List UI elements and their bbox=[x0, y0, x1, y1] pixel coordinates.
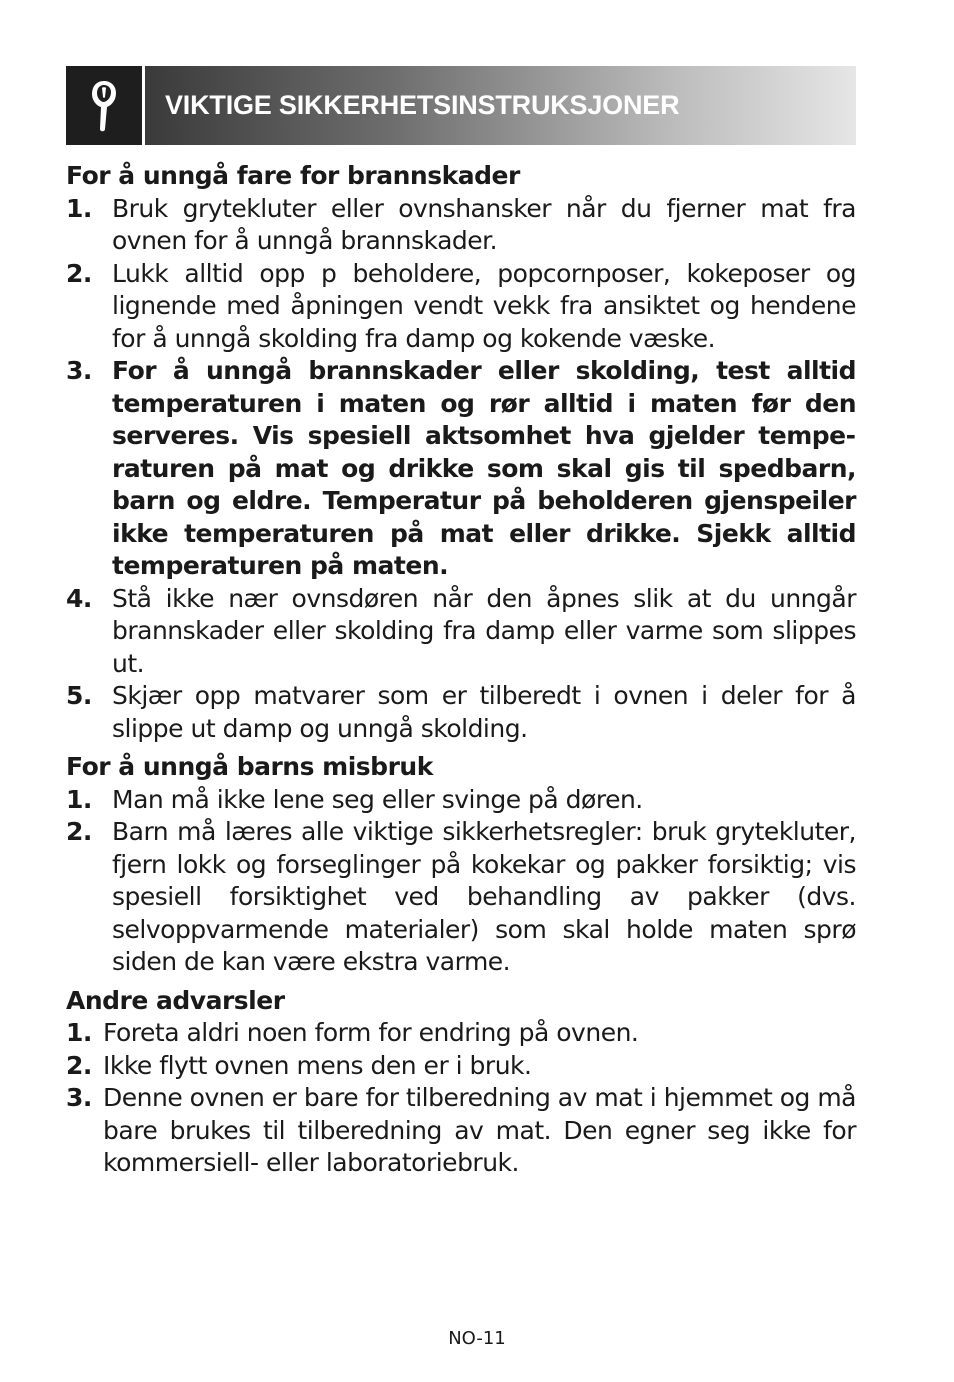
item-number: 2. bbox=[66, 817, 92, 846]
item-text: Skjær opp matvarer som er tilberedt i ovnen i deler for å slippe ut damp og unngå skolding. bbox=[112, 681, 856, 743]
item-number: 1. bbox=[66, 1018, 92, 1047]
instruction-list bbox=[66, 784, 856, 979]
section-title: For å unngå barns misbruk bbox=[66, 752, 433, 781]
section-header bbox=[66, 66, 856, 145]
item-text: Bruk grytekluter eller ovnshansker når du fjerner mat fra ovnen for å unngå brannskader. bbox=[112, 193, 856, 255]
section-child-misuse bbox=[66, 751, 856, 979]
item-text: Foreta aldri noen form for endring på ovnen. bbox=[103, 1018, 639, 1047]
document-body bbox=[66, 160, 856, 1186]
instruction-list bbox=[66, 1017, 856, 1180]
list-item bbox=[66, 193, 856, 258]
header-bar bbox=[145, 66, 856, 145]
instruction-list bbox=[66, 193, 856, 746]
item-number: 2. bbox=[66, 258, 92, 288]
list-item bbox=[66, 1082, 856, 1180]
page-number: NO-11 bbox=[448, 1328, 506, 1349]
item-number: 3. bbox=[66, 1083, 92, 1112]
list-item bbox=[66, 258, 856, 356]
item-text: Stå ikke nær ovnsdøren når den åpnes slik at du unngår brannskader eller skolding fra damp eller varme som slippes ut. bbox=[112, 583, 856, 678]
list-item bbox=[66, 1017, 856, 1050]
section-fire-hazard bbox=[66, 160, 856, 745]
item-number: 5. bbox=[66, 681, 92, 710]
list-item bbox=[66, 355, 856, 583]
item-number: 3. bbox=[66, 356, 92, 385]
item-number: 4. bbox=[66, 583, 92, 613]
section-title: For å unngå fare for brannskader bbox=[66, 161, 520, 190]
list-item bbox=[66, 680, 856, 745]
item-number: 2. bbox=[66, 1050, 92, 1080]
item-text: Man må ikke lene seg eller svinge på døren. bbox=[112, 784, 643, 814]
list-item bbox=[66, 583, 856, 681]
item-text: Barn må læres alle viktige sikkerhetsregler: bruk grytekluter, fjern lokk og forseglinger på kokekar og pakker forsiktig; vis spesiell forsiktighet ved behandling av pakker (dvs. selvoppvarmende materialer) som skal holde maten sprø siden de kan være ekstra varme. bbox=[112, 817, 856, 976]
header-title: VIKTIGE SIKKERHETSINSTRUKSJONER bbox=[165, 90, 680, 120]
section-other-warnings bbox=[66, 985, 856, 1180]
list-item bbox=[66, 1050, 856, 1083]
item-text: Denne ovnen er bare for tilberedning av mat i hjemmet og må bare brukes til tilberedning av mat. Den egner seg ikke for kommersiell- eller laboratoriebruk. bbox=[103, 1083, 856, 1177]
info-icon bbox=[66, 66, 142, 145]
item-text-emphasis: For å unngå brannskader eller skolding, test alltid temperaturen i maten og rør alltid i maten før den serveres. Vis spesiell aktsomhet hva gjelder temperaturen på mat og drikke som skal gis til spedbarn, barn og eldre. Temperatur på beholderen gjenspeiler ikke temperaturen på mat eller drikke. Sjekk alltid temperaturen på maten. bbox=[112, 356, 856, 580]
section-title: Andre advarsler bbox=[66, 985, 285, 1015]
item-number: 1. bbox=[66, 193, 92, 223]
item-text: Ikke flytt ovnen mens den er i bruk. bbox=[103, 1050, 532, 1080]
item-text: Lukk alltid opp p beholdere, popcornposer, kokeposer og lignende med åpningen vendt vekk fra ansiktet og hendene for å unngå skolding fra damp og kokende væske. bbox=[112, 258, 856, 353]
item-number: 1. bbox=[66, 784, 92, 814]
list-item bbox=[66, 816, 856, 979]
list-item bbox=[66, 784, 856, 817]
